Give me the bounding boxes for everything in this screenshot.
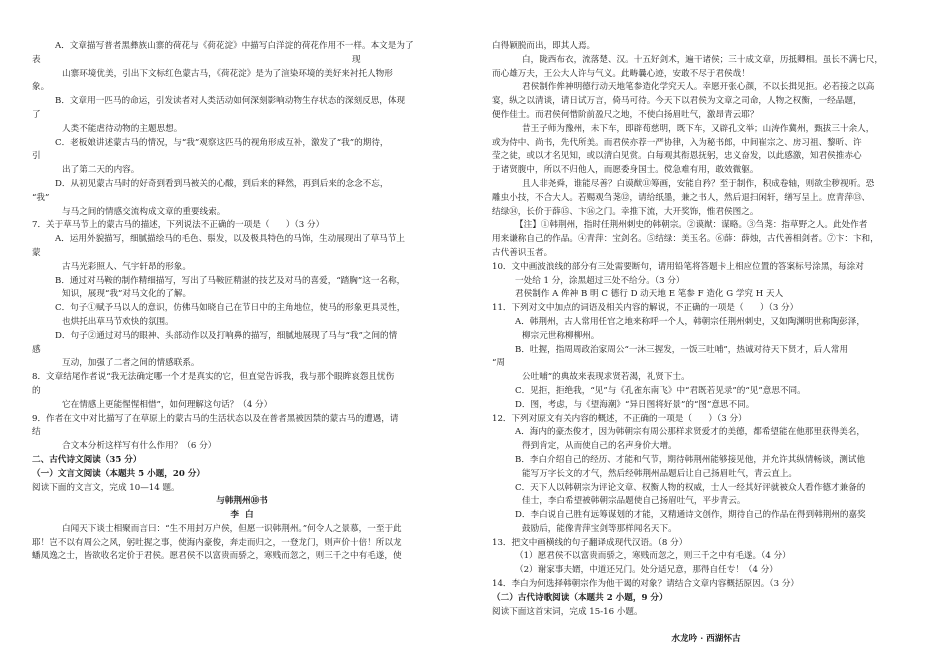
right-line: 12．下列对原文有关内容的概述，不正确的一项是（ ）（3 分）	[492, 413, 747, 424]
right-line: B．吐握，指周周政治家周公“一沐三握发，一饭三吐哺”，热诚对待天下贤才，后人常用	[515, 344, 849, 355]
right-column	[492, 40, 920, 647]
left-line: 人类不能虐待动物的主题思想。	[62, 123, 183, 134]
right-line: A．海内的豪杰俊才，因为韩朝宗有周公那样求贤爱才的美德，都希望能在他那里获得美名，	[515, 427, 865, 438]
left-line: 二、古代诗文阅读（35 分）	[32, 454, 142, 465]
right-line: 白得颖脱而出，即其人焉。	[492, 41, 596, 51]
right-line: 佳士，李白希望被韩朝宗品题使自己扬眉吐气，平步青云。	[522, 496, 746, 507]
left-line: 表 现	[32, 54, 361, 65]
right-line: 得到肯定，从而使自己的名声身价大增。	[522, 441, 677, 452]
left-line: 结	[32, 427, 41, 438]
right-line: 能写万字长文的才气，然后经韩荆州品题后让自己扬眉吐气，青云直上。	[522, 468, 798, 479]
left-line: （一）文言文阅读（本题共 5 小题，20 分）	[32, 468, 206, 479]
right-line: D．图，考虑，与《望海潮》“异日图将好景”的“图”意思不同。	[515, 399, 755, 410]
right-line: 且人非尧舜，谁能尽善？白谟猷⑪筹画，安能自矜？至于制作，积成卷轴，则欲尘秽视听。恐	[522, 178, 875, 189]
left-line: 阅读下面的文言文，完成 10—14 题。	[32, 482, 180, 493]
right-line: 雕虫小技，不合大人。若赐观刍荛⑫，请给纸墨，兼之书人，然后退扫闲轩，缮写呈上。庶青萍⑬、	[492, 192, 871, 203]
left-line: 9．作者在文中对比描写了在草原上的蒙古马的生活状态以及在普者黑被因禁的蒙古马的遭遇，请	[32, 413, 399, 424]
left-line: 耶！岂不以有周公之风，躬吐握之事，使海内豪俊，奔走而归之，一登龙门，则声价十倍！所以龙	[32, 537, 402, 548]
left-line: 古马光彩照人、气宇轩昂的形象。	[62, 261, 191, 272]
left-line: A．运用外貌描写，细腻描绘马的毛色、鬃发，以及极具特色的马饰，生动展现出了草马节上	[55, 234, 405, 245]
left-line: 了	[32, 109, 41, 120]
left-line: 与马之间的情感交流构成文章的重要线索。	[62, 206, 226, 217]
right-line: （1）愿君侯不以富贵而骄之，寒贱而忽之，则三千之中有毛遂。（4 分）	[515, 551, 791, 562]
right-line: 14．李白为何选择韩朝宗作为他干谒的对象？请结合文章内容概括原因。（3 分）	[492, 579, 800, 590]
right-line: A．韩荆州，古人常用任官之地来称呼一个人，韩朝宗任荆州刺史，又如陶渊明世称陶彭泽，	[515, 316, 865, 327]
right-line: 君侯制作 A 侔神 B 明 C 德行 D 动天地 E 笔参 F 造化 G 学究 H 天人	[515, 289, 784, 300]
right-line: 结绿⑭，长价于薛⑮、卞⑯之门。幸推下流，大开奖饰，惟君侯图之。	[492, 206, 759, 217]
left-line: 感	[32, 344, 41, 355]
left-line: B．通过对马鞍的制作精细描写，写出了马鞍匠精湛的技艺及对马的喜爱，“踏胸”这一名称，	[55, 275, 406, 286]
left-line: 山寨环境优美，引出下文标红色蒙古马，《荷花淀》是为了渲染环境的美好来衬托人物形	[62, 68, 393, 79]
left-line: 8．文章结尾作者说“我无法确定哪一个才是真实的它，但直觉告诉我，我与那个眼眸哀怨且忧伤	[32, 372, 395, 383]
left-line: 象。	[32, 82, 50, 93]
left-line: D．从初见蒙古马时的好奇到看到马被关的心酸，到后来的释然，再到后来的念念不忘，	[55, 178, 389, 189]
left-column	[32, 40, 452, 564]
left-line: 的	[32, 385, 41, 396]
left-line: 合文本分析这样写有什么作用？（6 分）	[62, 441, 217, 452]
left-line: “我”	[32, 192, 50, 203]
right-line: 或为侍中、尚书，先代所美。而君侯亦荐一严协律，入为秘书郎，中间崔宗之、房习祖、黎昕、许	[492, 137, 862, 148]
left-line: D．句子②通过对马的眼神、头部动作以及打响鼻的描写，细腻地展现了马与“我”之间的情	[55, 330, 398, 341]
left-line: 知识，展现“我”对马文化的了解。	[62, 289, 192, 300]
left-line: 出了第二天的内容。	[62, 165, 140, 176]
right-line: 古代善识玉者。	[492, 247, 553, 258]
right-line: 用来谦称自己的作品。④青萍：宝剑名。⑤结绿：美玉名。⑥薛：薛烛，古代善相剑者。⑦卞：卞和，	[492, 234, 879, 245]
left-line: 引	[32, 151, 41, 162]
right-line: 11．下列对文中加点的词语及相关内容的解说，不正确的一项是（ ）（3 分）	[492, 303, 799, 314]
right-line: 柳宗元世称柳柳州。	[522, 330, 600, 341]
right-line: 阅读下面这首宋词，完成 15-16 小题。	[492, 606, 643, 617]
left-line: 白闻天下谈士相聚而言曰：“生不用封万户侯，但愿一识韩荆州。”何令人之景慕，一至于此	[62, 523, 402, 534]
left-line: 它在情感上更能惺惺相惜”，如何理解这句话？（4 分）	[62, 399, 273, 410]
left-line: 7．关于草马节上的蒙古马的描述，下列说法不正确的一项是（ ）（3 分）	[32, 220, 325, 231]
left-line: B．文章用一匹马的命运，引发读者对人类活动如何深刻影响动物生存状态的深刻反思，体现	[55, 96, 406, 107]
right-line: 莹之徒，或以才名见知，或以清白见赏。白每观其衔恩抚躬，忠义奋发，以此感激，知君侯推赤心	[492, 151, 862, 162]
right-line: C．见拒，拒绝我，“见”与《孔雀东南飞》中“君既若见录”的“见”意思不同。	[515, 385, 806, 396]
right-line: 【注】①韩荆州，指时任荆州刺史的韩朝宗。②谟猷：谋略。③刍荛：指草野之人。此处作者	[515, 220, 868, 231]
left-line: 蟠凤逸之士，皆欲收名定价于君侯。愿君侯不以富贵而骄之，寒贱而忽之，则三千之中有毛遂，使	[32, 551, 402, 562]
right-line: 宴，纵之以清谈，请日试万言，倚马可待。今天下以君侯为文章之司命，人物之权衡，一经品题，	[492, 96, 862, 107]
left-line: 也烘托出草马节欢快的氛围。	[62, 316, 174, 327]
right-line: D．李白说自己胜有远筹谋划的才能，又精通诗文创作，期待自己的作品在得到韩荆州的嘉奖	[515, 510, 866, 521]
right-line: 而心雄万夫，王公大人许与气义。此畴曩心迹，安敢不尽于君侯哉！	[492, 68, 750, 79]
right-line: C．天下人以韩朝宗为评论文章、权衡人物的权威，士人一经其好评就被众人看作德才兼备的	[515, 482, 866, 493]
right-line: 水龙吟 · 西湖怀古	[671, 634, 741, 645]
left-line: 李 白	[230, 510, 254, 521]
right-line: “周	[492, 358, 505, 369]
right-line: B．李白介绍自己的经历、才能和气节，期待韩荆州能够接见他，并允许其纵情畅谈，测试他	[515, 454, 866, 465]
right-line: 13．把文中画横线的句子翻译成现代汉语。（8 分）	[492, 537, 688, 548]
right-line: 便作佳士。而君侯何惜阶前盈尺之地，不使白扬眉吐气，激昂青云耶？	[492, 109, 759, 120]
right-line: （二）古代诗歌阅读（本题共 2 小题，9 分）	[492, 592, 668, 603]
right-line: 鼓励后，能像青萍宝剑等那样闻名天下。	[522, 523, 677, 534]
right-line: （2）谢家事夫婿，中道还兄门。处分适兄意，那得自任专！（4 分）	[515, 565, 778, 576]
right-line: 一处给 1 分，涂黑超过三处不给分。（3 分）	[515, 275, 685, 286]
left-line: A．文章描写普者黑彝族山寨的荷花与《荷花淀》中描写白洋淀的荷花作用不一样。本文是为了	[55, 41, 414, 51]
right-line: 公吐哺”的典故来表现求贤若渴，礼贤下士。	[522, 372, 690, 383]
left-line: C．句子①赋予马以人的意识，仿佛马如晓自己在节日中的主角地位，使马的形象更具灵性，	[55, 303, 406, 314]
right-line: 君侯制作侔神明德行动天地笔参造化学究天人。幸愿开张心颜，不以长揖见拒。必若接之以高	[522, 82, 875, 93]
right-line	[492, 619, 920, 633]
left-line: 与韩荆州⑩书	[216, 496, 268, 507]
right-line: 昔王子师为豫州，未下车，即辟荀慈明，既下车，又辟孔文举；山涛作冀州，甄拔三十余人，	[522, 123, 875, 134]
left-line: 互动，加强了二者之间的情感联系。	[62, 358, 200, 369]
right-line: 于诸贤腹中，所以不归他人，而愿委身国士。傥急难有用，敢效微躯。	[492, 165, 759, 176]
left-line: 蒙	[32, 247, 41, 258]
right-line: 白，陇西布衣，流落楚、汉。十五好剑术，遍干诸侯；三十成文章，历抵卿相。虽长不满七尺，	[522, 54, 883, 65]
left-line: C．老板娘讲述蒙古马的情况，与“我”观察这匹马的视角形成互补，激发了“我”的期待，	[55, 137, 389, 148]
right-line: 10．文中画波浪线的部分有三处需要断句，请用铅笔将答题卡上相应位置的答案标号涂黑，每涂对	[492, 261, 864, 272]
